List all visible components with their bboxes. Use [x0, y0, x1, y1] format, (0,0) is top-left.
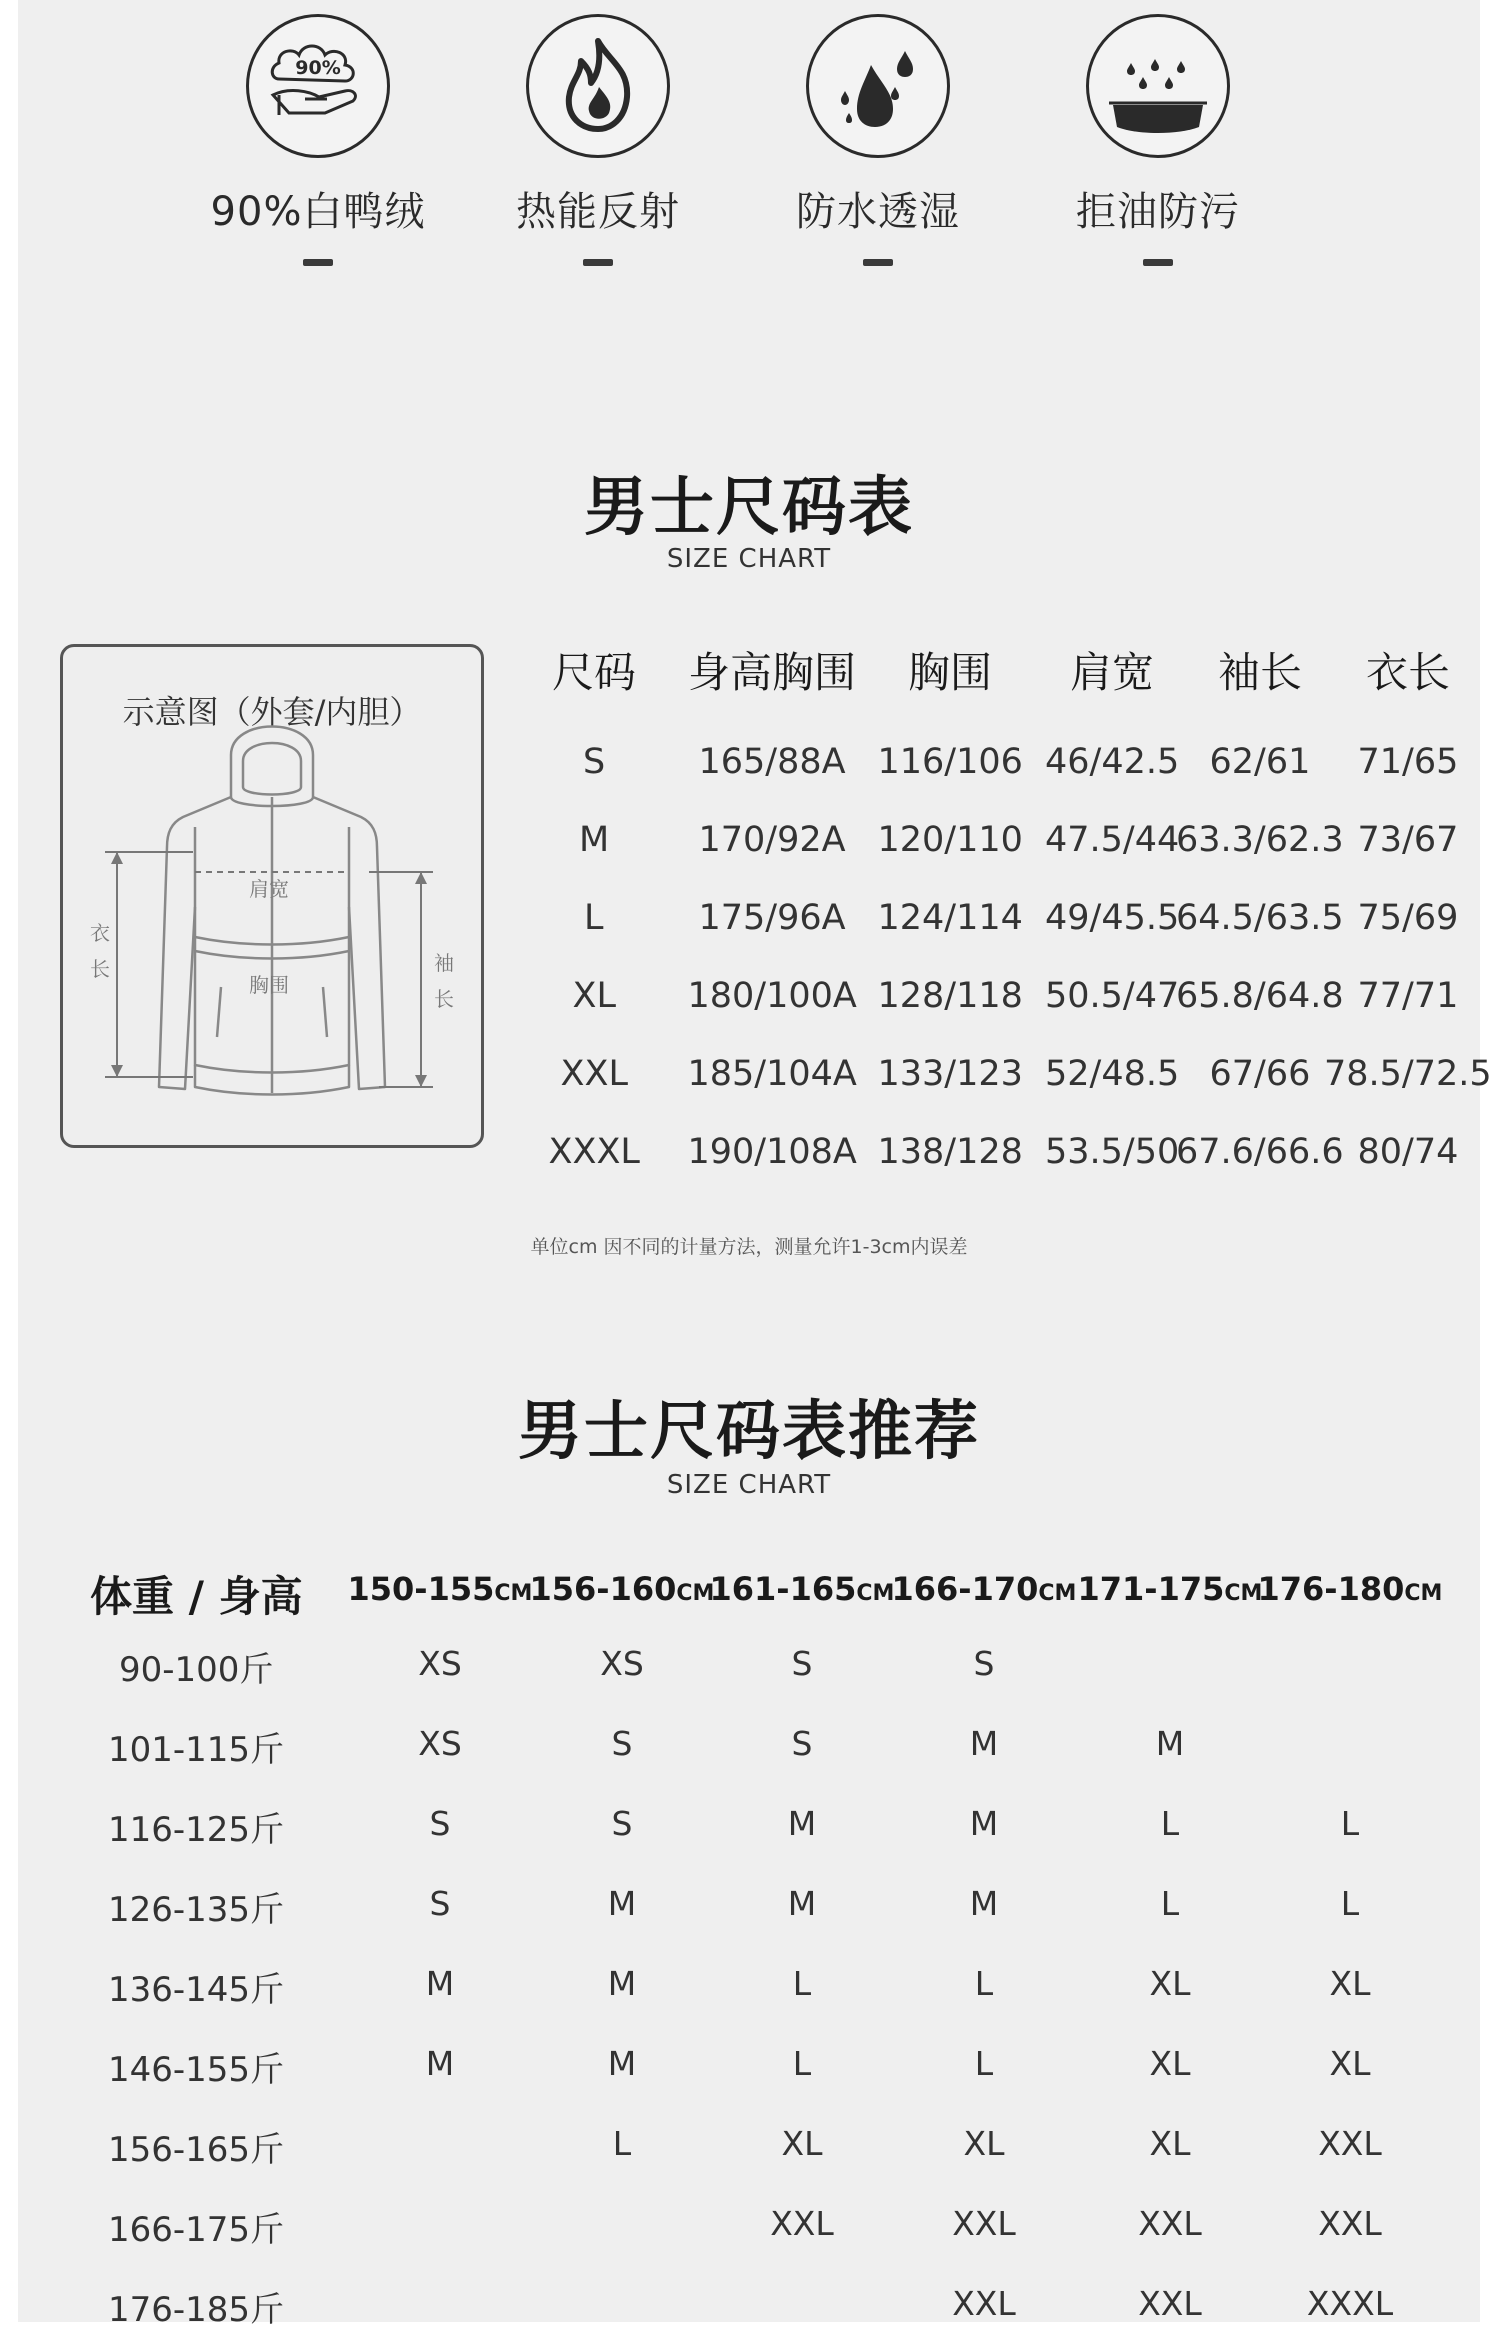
recommend-size-cell: S — [611, 1804, 633, 1843]
size-table-cell: 185/104A — [687, 1054, 857, 1094]
size-table-cell: 190/108A — [687, 1132, 857, 1172]
size-table-cell: 170/92A — [698, 820, 846, 860]
size-table-header: 袖长 — [1218, 648, 1303, 697]
recommend-corner-header: 体重 / 身高 — [90, 1572, 303, 1621]
recommend-size-cell: M — [607, 1964, 637, 2003]
size-table-cell: 78.5/72.5 — [1324, 1054, 1492, 1094]
recommend-size-cell: M — [425, 2044, 455, 2083]
size-chart-title: 男士尺码表 — [584, 471, 914, 545]
size-table-cell: M — [579, 820, 610, 860]
recommend-height-header — [1258, 1570, 1443, 1608]
recommend-size-cell: XXL — [1138, 2204, 1202, 2243]
size-table-cell: 124/114 — [877, 898, 1023, 938]
recommend-size-cell: M — [969, 1884, 999, 1923]
size-table-header: 尺码 — [552, 648, 637, 697]
feature-divider — [863, 259, 893, 266]
recommend-size-cell: XL — [1329, 1964, 1371, 2003]
feature-label: 热能反射 — [516, 189, 680, 235]
feature-down — [188, 14, 448, 266]
size-table-cell: 180/100A — [687, 976, 857, 1016]
feature-divider — [1143, 259, 1173, 266]
feature-divider — [583, 259, 613, 266]
recommend-weight-label: 90-100斤 — [119, 1650, 274, 1690]
feature-thermal — [468, 14, 728, 266]
flame-icon — [526, 14, 670, 158]
size-table-cell: 73/67 — [1357, 820, 1459, 860]
recommend-size-cell: XS — [600, 1644, 644, 1683]
size-table-header: 衣长 — [1366, 648, 1451, 697]
size-table-cell: 128/118 — [877, 976, 1023, 1016]
size-table-cell: 138/128 — [877, 1132, 1023, 1172]
recommend-height-header — [710, 1570, 895, 1608]
recommend-size-cell: L — [974, 1964, 994, 2003]
down-cloud-icon — [246, 14, 390, 158]
size-table-cell: 67.6/66.6 — [1176, 1132, 1344, 1172]
recommend-size-cell: XXL — [1138, 2284, 1202, 2323]
recommend-size-cell: XS — [418, 1644, 462, 1683]
recommend-size-cell: XS — [418, 1724, 462, 1763]
height-range: 156-160 — [529, 1570, 677, 1608]
recommend-size-cell: M — [787, 1884, 817, 1923]
size-table-cell: 80/74 — [1357, 1132, 1459, 1172]
size-table-cell: S — [583, 742, 606, 782]
recommend-size-cell: M — [969, 1724, 999, 1763]
recommend-size-cell: XXL — [1318, 2204, 1382, 2243]
size-table-cell: 75/69 — [1357, 898, 1459, 938]
size-table-cell: 77/71 — [1357, 976, 1459, 1016]
size-table-header: 胸围 — [908, 648, 993, 697]
recommend-weight-label: 176-185斤 — [108, 2290, 285, 2330]
recommend-size-cell: M — [607, 1884, 637, 1923]
height-range: 176-180 — [1257, 1570, 1405, 1608]
recommend-height-header — [892, 1570, 1077, 1608]
recommend-height-header — [1078, 1570, 1263, 1608]
height-unit: CM — [1038, 1581, 1077, 1606]
recommend-weight-label: 126-135斤 — [108, 1890, 285, 1930]
feature-divider — [303, 259, 333, 266]
size-table-cell: 116/106 — [877, 742, 1023, 782]
feature-row — [188, 14, 1308, 274]
recommend-weight-label: 101-115斤 — [108, 1730, 285, 1770]
size-table-cell: 133/123 — [877, 1054, 1023, 1094]
recommend-size-cell: XXL — [770, 2204, 834, 2243]
recommend-size-cell: S — [429, 1884, 451, 1923]
recommend-size-cell: M — [1155, 1724, 1185, 1763]
recommend-size-cell: XXL — [952, 2204, 1016, 2243]
shoulder-label: 肩宽 — [249, 877, 289, 901]
feature-label: 拒油防污 — [1076, 189, 1240, 235]
recommend-weight-label: 166-175斤 — [108, 2210, 285, 2250]
size-table-cell: 71/65 — [1357, 742, 1459, 782]
size-table-cell: 52/48.5 — [1045, 1054, 1180, 1094]
height-unit: CM — [1404, 1581, 1443, 1606]
recommend-size-cell: S — [611, 1724, 633, 1763]
measurement-note: 单位cm 因不同的计量方法，测量允许1-3cm内误差 — [530, 1236, 968, 1258]
chest-label: 胸围 — [249, 973, 289, 997]
recommend-size-cell: XL — [781, 2124, 823, 2163]
recommend-weight-label: 136-145斤 — [108, 1970, 285, 2010]
height-unit: CM — [856, 1581, 895, 1606]
size-table-cell: 47.5/44 — [1045, 820, 1180, 860]
recommend-size-cell: S — [973, 1644, 995, 1683]
size-table-cell: L — [584, 898, 604, 938]
size-table-header: 肩宽 — [1070, 648, 1155, 697]
recommend-size-cell: XL — [1149, 2124, 1191, 2163]
height-unit: CM — [494, 1581, 533, 1606]
recommend-size-cell: M — [607, 2044, 637, 2083]
size-table-cell: 50.5/47 — [1045, 976, 1180, 1016]
size-table-cell: 175/96A — [698, 898, 846, 938]
down-percentage-badge: 90% — [295, 57, 341, 79]
recommend-title: 男士尺码表推荐 — [518, 1395, 980, 1469]
size-table-header: 身高胸围 — [688, 648, 857, 697]
recommend-size-cell: S — [791, 1724, 813, 1763]
recommend-size-cell: S — [429, 1804, 451, 1843]
recommend-size-cell: L — [1340, 1884, 1360, 1923]
recommend-height-header — [348, 1570, 533, 1608]
size-table-cell: 67/66 — [1209, 1054, 1311, 1094]
height-range: 166-170 — [891, 1570, 1039, 1608]
feature-oil-repel — [1028, 14, 1288, 266]
recommend-subtitle: SIZE CHART — [666, 1470, 832, 1500]
oil-repel-icon — [1086, 14, 1230, 158]
size-table-cell: XXXL — [548, 1132, 640, 1172]
recommend-size-cell: L — [792, 1964, 812, 2003]
water-drops-icon — [806, 14, 950, 158]
height-range: 171-175 — [1077, 1570, 1225, 1608]
sleeve-label: 袖长 — [434, 951, 454, 1011]
recommend-size-cell: S — [791, 1644, 813, 1683]
recommend-size-cell: M — [425, 1964, 455, 2003]
size-table-cell: 49/45.5 — [1045, 898, 1180, 938]
height-unit: CM — [1224, 1581, 1263, 1606]
size-table-cell: XL — [572, 976, 616, 1016]
recommend-weight-label: 146-155斤 — [108, 2050, 285, 2090]
height-range: 150-155 — [347, 1570, 495, 1608]
recommend-size-cell: M — [787, 1804, 817, 1843]
size-chart-subtitle: SIZE CHART — [666, 544, 832, 574]
feature-label: 90%白鸭绒 — [210, 189, 426, 235]
recommend-height-header — [530, 1570, 715, 1608]
recommend-size-cell: XL — [1149, 1964, 1191, 2003]
size-table-cell: 65.8/64.8 — [1176, 976, 1344, 1016]
length-label: 衣长 — [90, 921, 110, 981]
size-table-cell: 53.5/50 — [1045, 1132, 1180, 1172]
size-table-cell: XXL — [560, 1054, 628, 1094]
recommend-size-cell: XL — [1329, 2044, 1371, 2083]
recommend-size-cell: L — [1160, 1884, 1180, 1923]
recommend-size-cell: XL — [1149, 2044, 1191, 2083]
jacket-diagram — [60, 644, 484, 1148]
size-table-cell: 63.3/62.3 — [1176, 820, 1344, 860]
feature-waterproof — [748, 14, 1008, 266]
recommend-size-cell: XL — [963, 2124, 1005, 2163]
recommend-size-cell: L — [612, 2124, 632, 2163]
product-detail-page — [18, 0, 1492, 2330]
recommend-size-cell: L — [1340, 1804, 1360, 1843]
recommend-size-cell: XXL — [1318, 2124, 1382, 2163]
recommend-size-cell: L — [792, 2044, 812, 2083]
size-table-cell: 46/42.5 — [1045, 742, 1180, 782]
recommend-size-cell: XXL — [952, 2284, 1016, 2323]
recommend-size-cell: XXXL — [1306, 2284, 1394, 2323]
size-table-cell: 165/88A — [698, 742, 846, 782]
recommend-size-cell: L — [1160, 1804, 1180, 1843]
height-range: 161-165 — [709, 1570, 857, 1608]
diagram-title: 示意图（外套/内胆） — [122, 693, 422, 731]
size-table-cell: 62/61 — [1209, 742, 1311, 782]
size-table-cell: 64.5/63.5 — [1176, 898, 1344, 938]
recommend-size-cell: L — [974, 2044, 994, 2083]
size-table-cell: 120/110 — [877, 820, 1023, 860]
recommend-weight-label: 116-125斤 — [108, 1810, 285, 1850]
recommend-weight-label: 156-165斤 — [108, 2130, 285, 2170]
height-unit: CM — [676, 1581, 715, 1606]
feature-label: 防水透湿 — [796, 189, 960, 235]
recommend-size-cell: M — [969, 1804, 999, 1843]
